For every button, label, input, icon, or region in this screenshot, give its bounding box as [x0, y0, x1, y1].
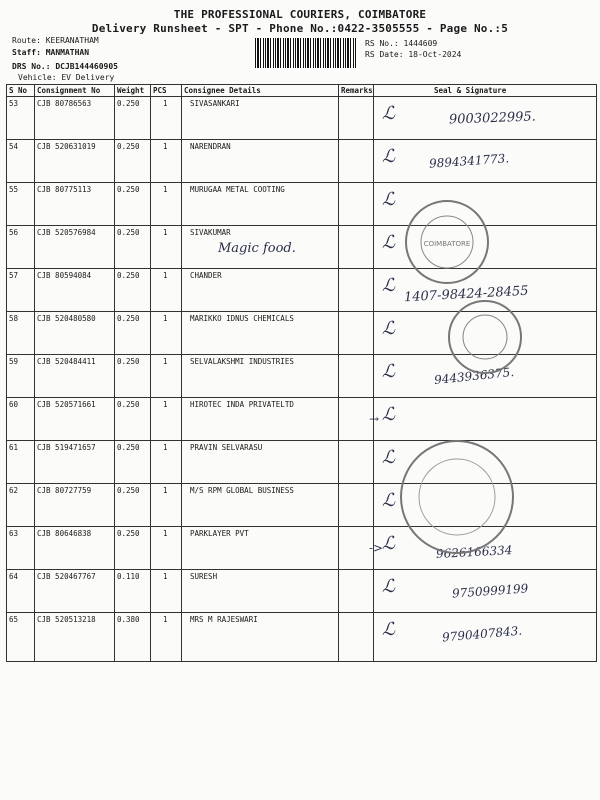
row-consignment-no	[35, 226, 115, 269]
row-weight-text: 0.380	[117, 615, 140, 624]
row-signature	[374, 613, 597, 662]
row-consignee-text: NARENDRAN	[190, 142, 231, 151]
row-consignee-text: HIROTEC INDA PRIVATELTD	[190, 400, 294, 409]
row-sno	[7, 527, 35, 570]
signature-scribble: ℒ	[382, 490, 395, 511]
row-weight	[115, 613, 151, 662]
row-consignment-no-text: CJB 519471657	[37, 443, 96, 452]
row-pcs	[151, 140, 182, 183]
table-row	[7, 183, 597, 226]
row-consignee-text: CHANDER	[190, 271, 222, 280]
row-consignment-no	[35, 269, 115, 312]
row-pcs-text: 1	[163, 529, 168, 538]
row-consignment-no-text: CJB 520484411	[37, 357, 96, 366]
row-weight	[115, 312, 151, 355]
row-consignee	[182, 97, 339, 140]
row-sno-text: 64	[9, 572, 19, 581]
row-sno-text: 58	[9, 314, 19, 323]
row-consignment-no	[35, 312, 115, 355]
row-weight-text: 0.250	[117, 529, 140, 538]
route-label: Route: KEERANATHAM	[12, 36, 99, 45]
row-consignment-no	[35, 398, 115, 441]
rs-number: RS No.: 1444609	[365, 39, 438, 48]
row-weight	[115, 441, 151, 484]
row-consignment-no-text: CJB 520576984	[37, 228, 96, 237]
row-pcs-text: 1	[163, 443, 168, 452]
row-consignment-no	[35, 527, 115, 570]
row-sno	[7, 398, 35, 441]
row-pcs	[151, 570, 182, 613]
barcode	[255, 38, 357, 68]
row-remarks	[339, 570, 374, 613]
row-consignment-no	[35, 570, 115, 613]
row-weight	[115, 269, 151, 312]
row-weight-text: 0.250	[117, 314, 140, 323]
row-consignment-no-text: CJB 80727759	[37, 486, 92, 495]
row-signature	[374, 570, 597, 613]
row-pcs-text: 1	[163, 615, 168, 624]
table-row	[7, 140, 597, 183]
col-sno: S No	[7, 85, 35, 97]
row-remarks	[339, 97, 374, 140]
row-pcs-text: 1	[163, 228, 168, 237]
row-weight	[115, 570, 151, 613]
row-sno	[7, 484, 35, 527]
row-consignee	[182, 312, 339, 355]
row-consignee-text: MURUGAA METAL COOTING	[190, 185, 285, 194]
row-remarks	[339, 140, 374, 183]
table-row	[7, 226, 597, 269]
table-row	[7, 570, 597, 613]
row-sno-text: 63	[9, 529, 19, 538]
row-remarks	[339, 355, 374, 398]
row-remarks	[339, 441, 374, 484]
row-consignment-no	[35, 140, 115, 183]
handwritten-phone: 9003022995.	[448, 109, 537, 128]
signature-scribble: ℒ	[382, 318, 395, 339]
row-weight-text: 0.250	[117, 400, 140, 409]
row-consignee	[182, 570, 339, 613]
row-pcs-text: 1	[163, 572, 168, 581]
arrow-mark: →	[369, 412, 380, 426]
row-weight-text: 0.250	[117, 486, 140, 495]
row-sno-text: 56	[9, 228, 19, 237]
seal-graphic	[402, 442, 512, 552]
row-sno	[7, 355, 35, 398]
row-sno	[7, 570, 35, 613]
row-consignee-text: SURESH	[190, 572, 218, 581]
row-consignment-no-text: CJB 80786563	[37, 99, 92, 108]
table-header-row	[7, 85, 597, 97]
vehicle-label: Vehicle: EV Delivery	[18, 73, 115, 82]
row-pcs-text: 1	[163, 357, 168, 366]
row-weight-text: 0.250	[117, 443, 140, 452]
table-row	[7, 97, 597, 140]
row-pcs-text: 1	[163, 314, 168, 323]
row-weight-text: 0.110	[117, 572, 140, 581]
row-sno-text: 62	[9, 486, 19, 495]
col-consignment: Consignment No	[35, 85, 115, 97]
row-consignment-no-text: CJB 520467767	[37, 572, 96, 581]
col-weight: Weight	[115, 85, 151, 97]
signature-scribble: ℒ	[382, 232, 395, 253]
row-weight	[115, 398, 151, 441]
row-weight	[115, 226, 151, 269]
signature-scribble: ℒ	[382, 447, 395, 468]
row-sno-text: 60	[9, 400, 19, 409]
row-sno	[7, 269, 35, 312]
row-consignment-no-text: CJB 520571661	[37, 400, 96, 409]
row-pcs	[151, 355, 182, 398]
row-consignee	[182, 183, 339, 226]
row-sno	[7, 441, 35, 484]
row-consignment-no-text: CJB 520480580	[37, 314, 96, 323]
row-pcs	[151, 312, 182, 355]
row-signature	[374, 398, 597, 441]
signature-scribble: ℒ	[382, 576, 395, 597]
row-weight	[115, 527, 151, 570]
row-sno	[7, 140, 35, 183]
row-pcs	[151, 484, 182, 527]
row-pcs	[151, 183, 182, 226]
row-sno-text: 61	[9, 443, 19, 452]
handwritten-phone: 9894341773.	[428, 151, 510, 171]
row-pcs-text: 1	[163, 142, 168, 151]
row-remarks	[339, 226, 374, 269]
row-pcs	[151, 269, 182, 312]
row-weight-text: 0.250	[117, 185, 140, 194]
row-pcs-text: 1	[163, 486, 168, 495]
row-weight-text: 0.250	[117, 271, 140, 280]
magic-foods-seal	[405, 200, 489, 284]
row-sno-text: 53	[9, 99, 19, 108]
row-sno-text: 59	[9, 357, 19, 366]
row-consignment-no	[35, 183, 115, 226]
row-consignee	[182, 613, 339, 662]
row-sno-text: 54	[9, 142, 19, 151]
row-remarks	[339, 183, 374, 226]
row-consignee-text: PRAVIN SELVARASU	[190, 443, 263, 452]
capability-seal	[400, 440, 514, 554]
row-weight	[115, 183, 151, 226]
row-consignment-no-text: CJB 520513218	[37, 615, 96, 624]
row-remarks	[339, 312, 374, 355]
signature-scribble: ℒ	[382, 103, 395, 124]
row-remarks	[339, 269, 374, 312]
row-pcs	[151, 613, 182, 662]
row-consignee-text: PARKLAYER PVT	[190, 529, 249, 538]
seal-graphic	[407, 202, 487, 282]
row-consignee-text: MARIKKO IDNUS CHEMICALS	[190, 314, 294, 323]
row-consignment-no	[35, 355, 115, 398]
row-consignee-text: SIVAKUMAR	[190, 228, 231, 237]
page-subtitle: Delivery Runsheet - SPT - Phone No.:0422-3505555 - Page No.:5	[91, 22, 509, 35]
staff-label: Staff: MANMATHAN	[12, 48, 90, 57]
table-row	[7, 398, 597, 441]
row-sno	[7, 183, 35, 226]
row-pcs-text: 1	[163, 400, 168, 409]
row-consignment-no-text: CJB 80646838	[37, 529, 92, 538]
row-weight-text: 0.250	[117, 357, 140, 366]
row-consignee-text: MRS M RAJESWARI	[190, 615, 258, 624]
row-consignment-no	[35, 484, 115, 527]
col-pcs: PCS	[151, 85, 182, 97]
seal-text: COIMBATORE	[423, 240, 471, 248]
col-signature: Seal & Signature	[374, 85, 597, 97]
row-pcs-text: 1	[163, 99, 168, 108]
row-consignee	[182, 140, 339, 183]
row-consignee-text: M/S RPM GLOBAL BUSINESS	[190, 486, 294, 495]
signature-scribble: ℒ	[382, 275, 395, 296]
row-sno	[7, 613, 35, 662]
row-sno	[7, 97, 35, 140]
row-consignee-text: SELVALAKSHMI INDUSTRIES	[190, 357, 294, 366]
col-remarks: Remarks	[339, 85, 374, 97]
row-consignment-no-text: CJB 80594084	[37, 271, 92, 280]
row-consignee	[182, 269, 339, 312]
row-weight-text: 0.250	[117, 99, 140, 108]
row-sno	[7, 226, 35, 269]
row-pcs-text: 1	[163, 185, 168, 194]
table-row	[7, 613, 597, 662]
row-consignment-no-text: CJB 520631019	[37, 142, 96, 151]
handwritten-phone: 9626166334	[435, 543, 513, 561]
row-pcs	[151, 398, 182, 441]
arrow-mark: ->	[369, 541, 384, 555]
row-consignment-no	[35, 613, 115, 662]
row-consignee-text: SIVASANKARI	[190, 99, 240, 108]
row-consignment-no	[35, 97, 115, 140]
row-remarks	[339, 484, 374, 527]
row-sno-text: 65	[9, 615, 19, 624]
row-weight-text: 0.250	[117, 142, 140, 151]
page-title: THE PROFESSIONAL COURIERS, COIMBATORE	[173, 8, 427, 21]
row-pcs	[151, 441, 182, 484]
seal-graphic	[450, 302, 520, 372]
row-sno	[7, 312, 35, 355]
row-consignment-no-text: CJB 80775113	[37, 185, 92, 194]
row-consignee	[182, 226, 339, 269]
row-pcs	[151, 527, 182, 570]
row-remarks	[339, 398, 380, 441]
row-remarks	[339, 613, 374, 662]
row-weight	[115, 140, 151, 183]
signature-scribble: ℒ	[382, 404, 395, 425]
signature-scribble: ℒ	[382, 533, 395, 554]
row-consignment-no	[35, 441, 115, 484]
row-sno-text: 57	[9, 271, 19, 280]
runsheet-table	[6, 84, 597, 662]
handwritten-phone: 9790407843.	[441, 623, 523, 645]
drs-label: DRS No.: DCJB144460905	[12, 62, 118, 71]
signature-scribble: ℒ	[382, 189, 395, 210]
marikko-seal	[448, 300, 522, 374]
row-weight	[115, 484, 151, 527]
signature-scribble: ℒ	[382, 146, 395, 167]
row-weight	[115, 355, 151, 398]
row-consignee	[182, 484, 339, 527]
rs-date: RS Date: 18-Oct-2024	[365, 50, 462, 59]
handwritten-note: Magic food.	[218, 241, 296, 256]
handwritten-phone: 9750999199	[451, 581, 529, 601]
row-pcs-text: 1	[163, 271, 168, 280]
row-consignee	[182, 355, 339, 398]
row-sno-text: 55	[9, 185, 19, 194]
row-weight	[115, 97, 151, 140]
signature-scribble: ℒ	[382, 361, 395, 382]
handwritten-phone: 1407-98424-28455	[403, 283, 529, 306]
row-pcs	[151, 226, 182, 269]
row-weight-text: 0.250	[117, 228, 140, 237]
row-consignee	[182, 527, 339, 570]
row-pcs	[151, 97, 182, 140]
row-signature	[374, 97, 597, 140]
signature-scribble: ℒ	[382, 619, 395, 640]
col-consignee: Consignee Details	[182, 85, 339, 97]
handwritten-phone: 9443936375.	[433, 364, 515, 388]
row-consignee	[182, 398, 339, 441]
row-remarks	[339, 527, 384, 570]
row-consignee	[182, 441, 339, 484]
row-signature	[374, 140, 597, 183]
